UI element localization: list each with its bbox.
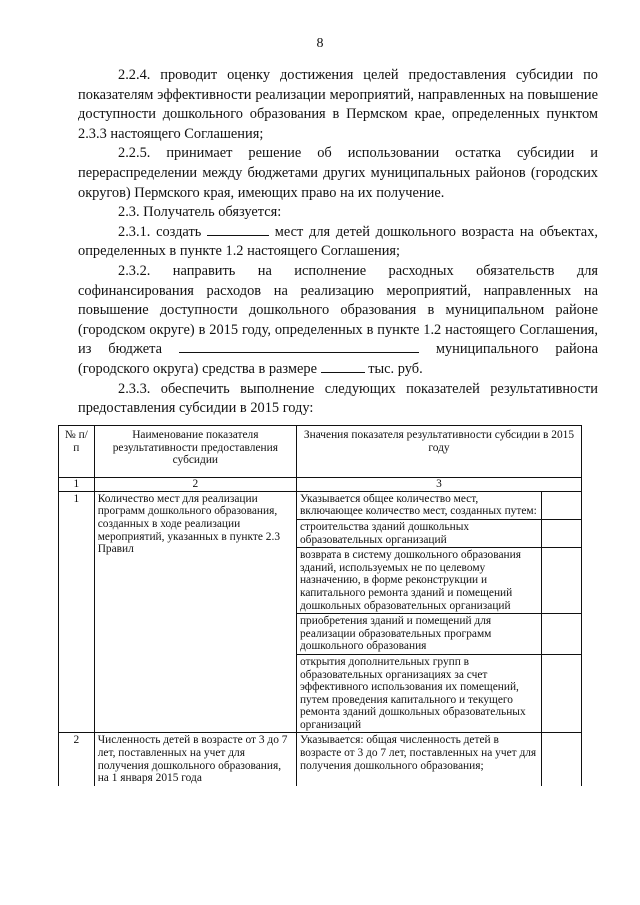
table-row <box>59 733 582 786</box>
paragraph-2-3-1-lead: 2.3.1. создать <box>118 223 202 240</box>
header-name: Наименование показателя результативности предоставления субсидии <box>94 426 296 478</box>
header-value: Значения показателя результативности субсидии в 2015 году <box>296 426 581 478</box>
paragraph-2-3: 2.3. Получатель обязуется: <box>118 204 282 221</box>
value-cell <box>541 548 582 614</box>
indicator-item: приобретения зданий и помещений для реализации образовательных программ дошкольного образования <box>296 614 541 655</box>
table-header-row <box>59 426 582 478</box>
paragraph-2-2-4: 2.2.4. проводит оценку достижения целей предоставления субсидии по показателям эффективности реализации мероприятий, направленных на повышение доступности дошкольного образования в Пермском крае, определенных пунктом 2.3.3 настоящего Соглашения; <box>78 67 598 142</box>
document-body <box>78 66 598 419</box>
paragraph-2-3-1 <box>78 223 598 262</box>
indicator-item: Указывается: общая численность детей в возрасте от 3 до 7 лет, поставленных на учет для получения дошкольного образования; <box>296 733 541 786</box>
value-cell <box>541 519 582 547</box>
page-number: 8 <box>316 36 324 51</box>
paragraph-2-3-2-part1: 2.3.2. направить на исполнение расходных обязательств для софинансирования расходов на реализацию мероприятий, направленных на повышение доступности дошкольного образования в муниципальном районе (городском округе) в 2015 году, определенных в пункте 1.2 настоящего Соглашения, из бюджета <box>78 262 598 358</box>
indicator-item: возврата в систему дошкольного образования зданий, используемых не по целевому назначению, в форме реконструкции и капитального ремонта зданий и помещений дошкольных образовательных организаций <box>296 548 541 614</box>
indicators-table <box>58 425 582 786</box>
indicator-item: строительства зданий дошкольных образовательных организаций <box>296 519 541 547</box>
table-row <box>59 491 582 519</box>
budget-name-blank <box>179 340 419 353</box>
paragraph-2-3-3: 2.3.3. обеспечить выполнение следующих показателей результативности предоставления субсидии в 2015 году: <box>78 380 598 417</box>
column-number-row <box>59 477 582 491</box>
paragraph-2-3-1-rest: мест для детей дошкольного возраста на объектах, определенных в пункте 1.2 настоящего Соглашения; <box>78 223 598 260</box>
header-num: № п/п <box>59 426 95 478</box>
paragraph-2-3-2-part3: тыс. руб. <box>368 360 423 377</box>
value-cell <box>541 654 582 733</box>
row-number: 1 <box>59 491 95 733</box>
paragraph-2-2-5: 2.2.5. принимает решение об использовании остатка субсидии и перераспределении между бюджетами других муниципальных районов (городских округов) Пермского края, имеющих право на их получение. <box>78 145 598 201</box>
column-number: 3 <box>296 477 581 491</box>
indicator-name: Численность детей в возрасте от 3 до 7 лет, поставленных на учет для получения дошкольного образования, на 1 января 2015 года <box>94 733 296 786</box>
value-cell <box>541 614 582 655</box>
value-cell <box>541 733 582 786</box>
value-cell <box>541 491 582 519</box>
amount-blank <box>321 360 365 373</box>
paragraph-2-3-2-part2: муниципального района (городского округа) средства в размере <box>78 341 598 377</box>
row-number: 2 <box>59 733 95 786</box>
indicator-name: Количество мест для реализации программ дошкольного образования, созданных в ходе реализации мероприятий, указанных в пункте 2.3 Правил <box>94 491 296 733</box>
indicator-item: Указывается общее количество мест, включающее количество мест, созданных путем: <box>296 491 541 519</box>
column-number: 1 <box>59 477 95 491</box>
indicator-item: открытия дополнительных групп в образовательных организациях за счет эффективного использования их помещений, путем проведения капитального и текущего ремонта зданий дошкольных образовательных организаций <box>296 654 541 733</box>
places-count-blank <box>207 223 269 236</box>
paragraph-2-3-2 <box>78 262 598 380</box>
column-number: 2 <box>94 477 296 491</box>
